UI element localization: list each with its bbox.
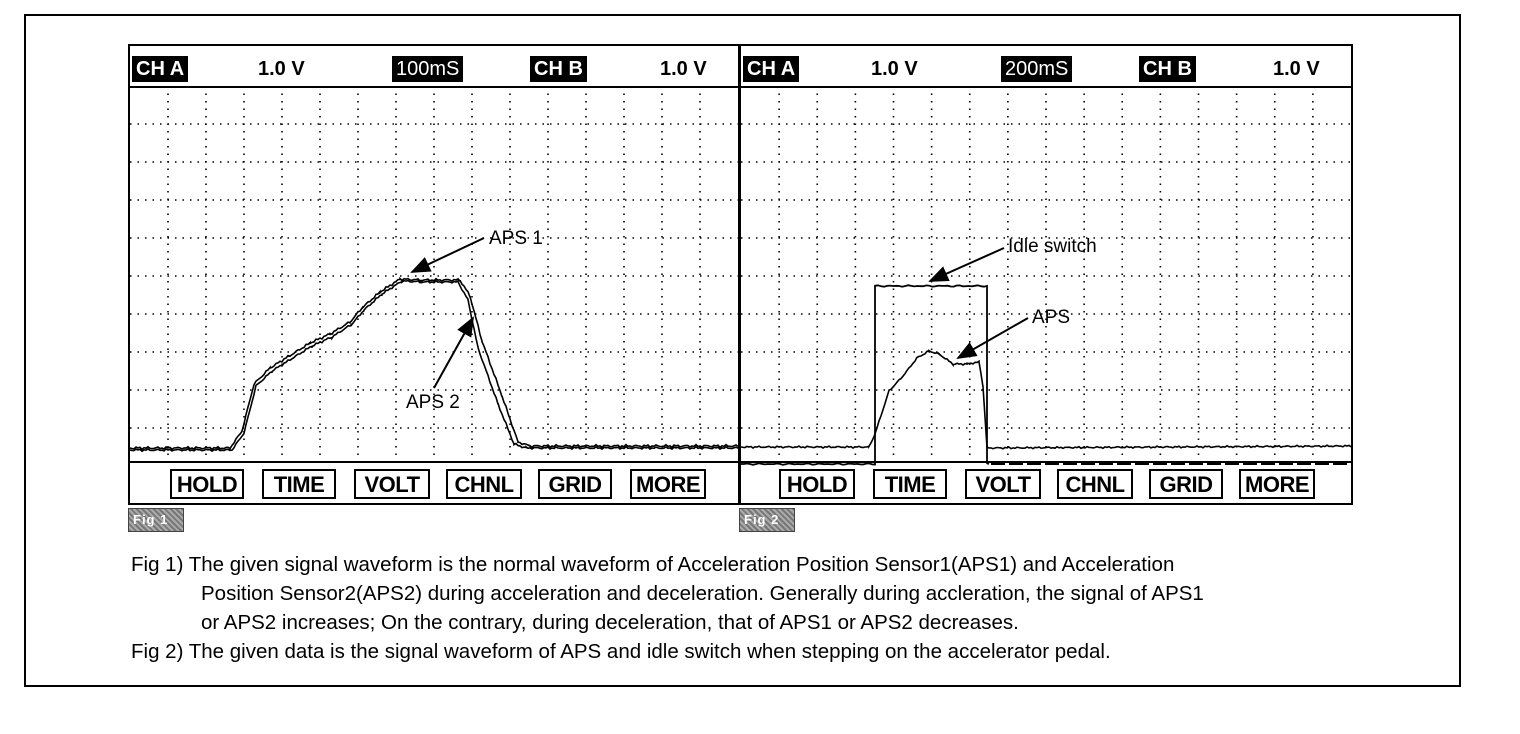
aps1-arrow bbox=[412, 238, 484, 272]
caption-fig2-line1: Fig 2) The given data is the signal waveform of APS and idle switch when stepping on the accelerator pedal. bbox=[131, 640, 1111, 663]
time-button[interactable]: TIME bbox=[262, 469, 336, 499]
more-button[interactable]: MORE bbox=[1239, 469, 1315, 499]
grid-button[interactable]: GRID bbox=[1149, 469, 1223, 499]
aps2-arrow bbox=[434, 318, 473, 388]
hold-button[interactable]: HOLD bbox=[170, 469, 244, 499]
hold-button[interactable]: HOLD bbox=[779, 469, 855, 499]
channel-b-volts: 1.0 V bbox=[1273, 58, 1320, 80]
channel-a-label: CH A bbox=[132, 56, 188, 82]
aps2-annotation: APS 2 bbox=[406, 392, 460, 413]
channel-a-volts: 1.0 V bbox=[871, 58, 918, 80]
volt-button[interactable]: VOLT bbox=[354, 469, 430, 499]
timebase-label: 200mS bbox=[1001, 56, 1072, 82]
timebase-label: 100mS bbox=[392, 56, 463, 82]
aps-annotation: APS bbox=[1032, 307, 1071, 328]
caption-fig1-line3: or APS2 increases; On the contrary, during deceleration, that of APS1 or APS2 decreases. bbox=[201, 611, 1019, 634]
aps-arrow bbox=[958, 318, 1028, 358]
chnl-button[interactable]: CHNL bbox=[446, 469, 522, 499]
more-button[interactable]: MORE bbox=[630, 469, 706, 499]
grid-button[interactable]: GRID bbox=[538, 469, 612, 499]
idle-switch-arrow bbox=[930, 248, 1004, 281]
fig-tag-text: Fig 2 bbox=[744, 512, 780, 527]
caption-fig1-line2: Position Sensor2(APS2) during acceleration and deceleration. Generally during accleration, the signal of APS1 bbox=[201, 582, 1204, 605]
figure-caption bbox=[131, 550, 1431, 666]
fig-tag-text: Fig 1 bbox=[133, 512, 169, 527]
caption-fig1-line1: Fig 1) The given signal waveform is the normal waveform of Acceleration Position Sensor1(APS1) and Acceleration bbox=[131, 553, 1175, 576]
channel-a-volts: 1.0 V bbox=[258, 58, 305, 80]
channel-a-label: CH A bbox=[743, 56, 799, 82]
chnl-button[interactable]: CHNL bbox=[1057, 469, 1133, 499]
idle-switch-annotation: Idle switch bbox=[1008, 236, 1097, 257]
time-button[interactable]: TIME bbox=[873, 469, 947, 499]
volt-button[interactable]: VOLT bbox=[965, 469, 1041, 499]
aps1-annotation: APS 1 bbox=[489, 228, 543, 249]
channel-b-label: CH B bbox=[1139, 56, 1196, 82]
channel-b-label: CH B bbox=[530, 56, 587, 82]
channel-b-volts: 1.0 V bbox=[660, 58, 707, 80]
